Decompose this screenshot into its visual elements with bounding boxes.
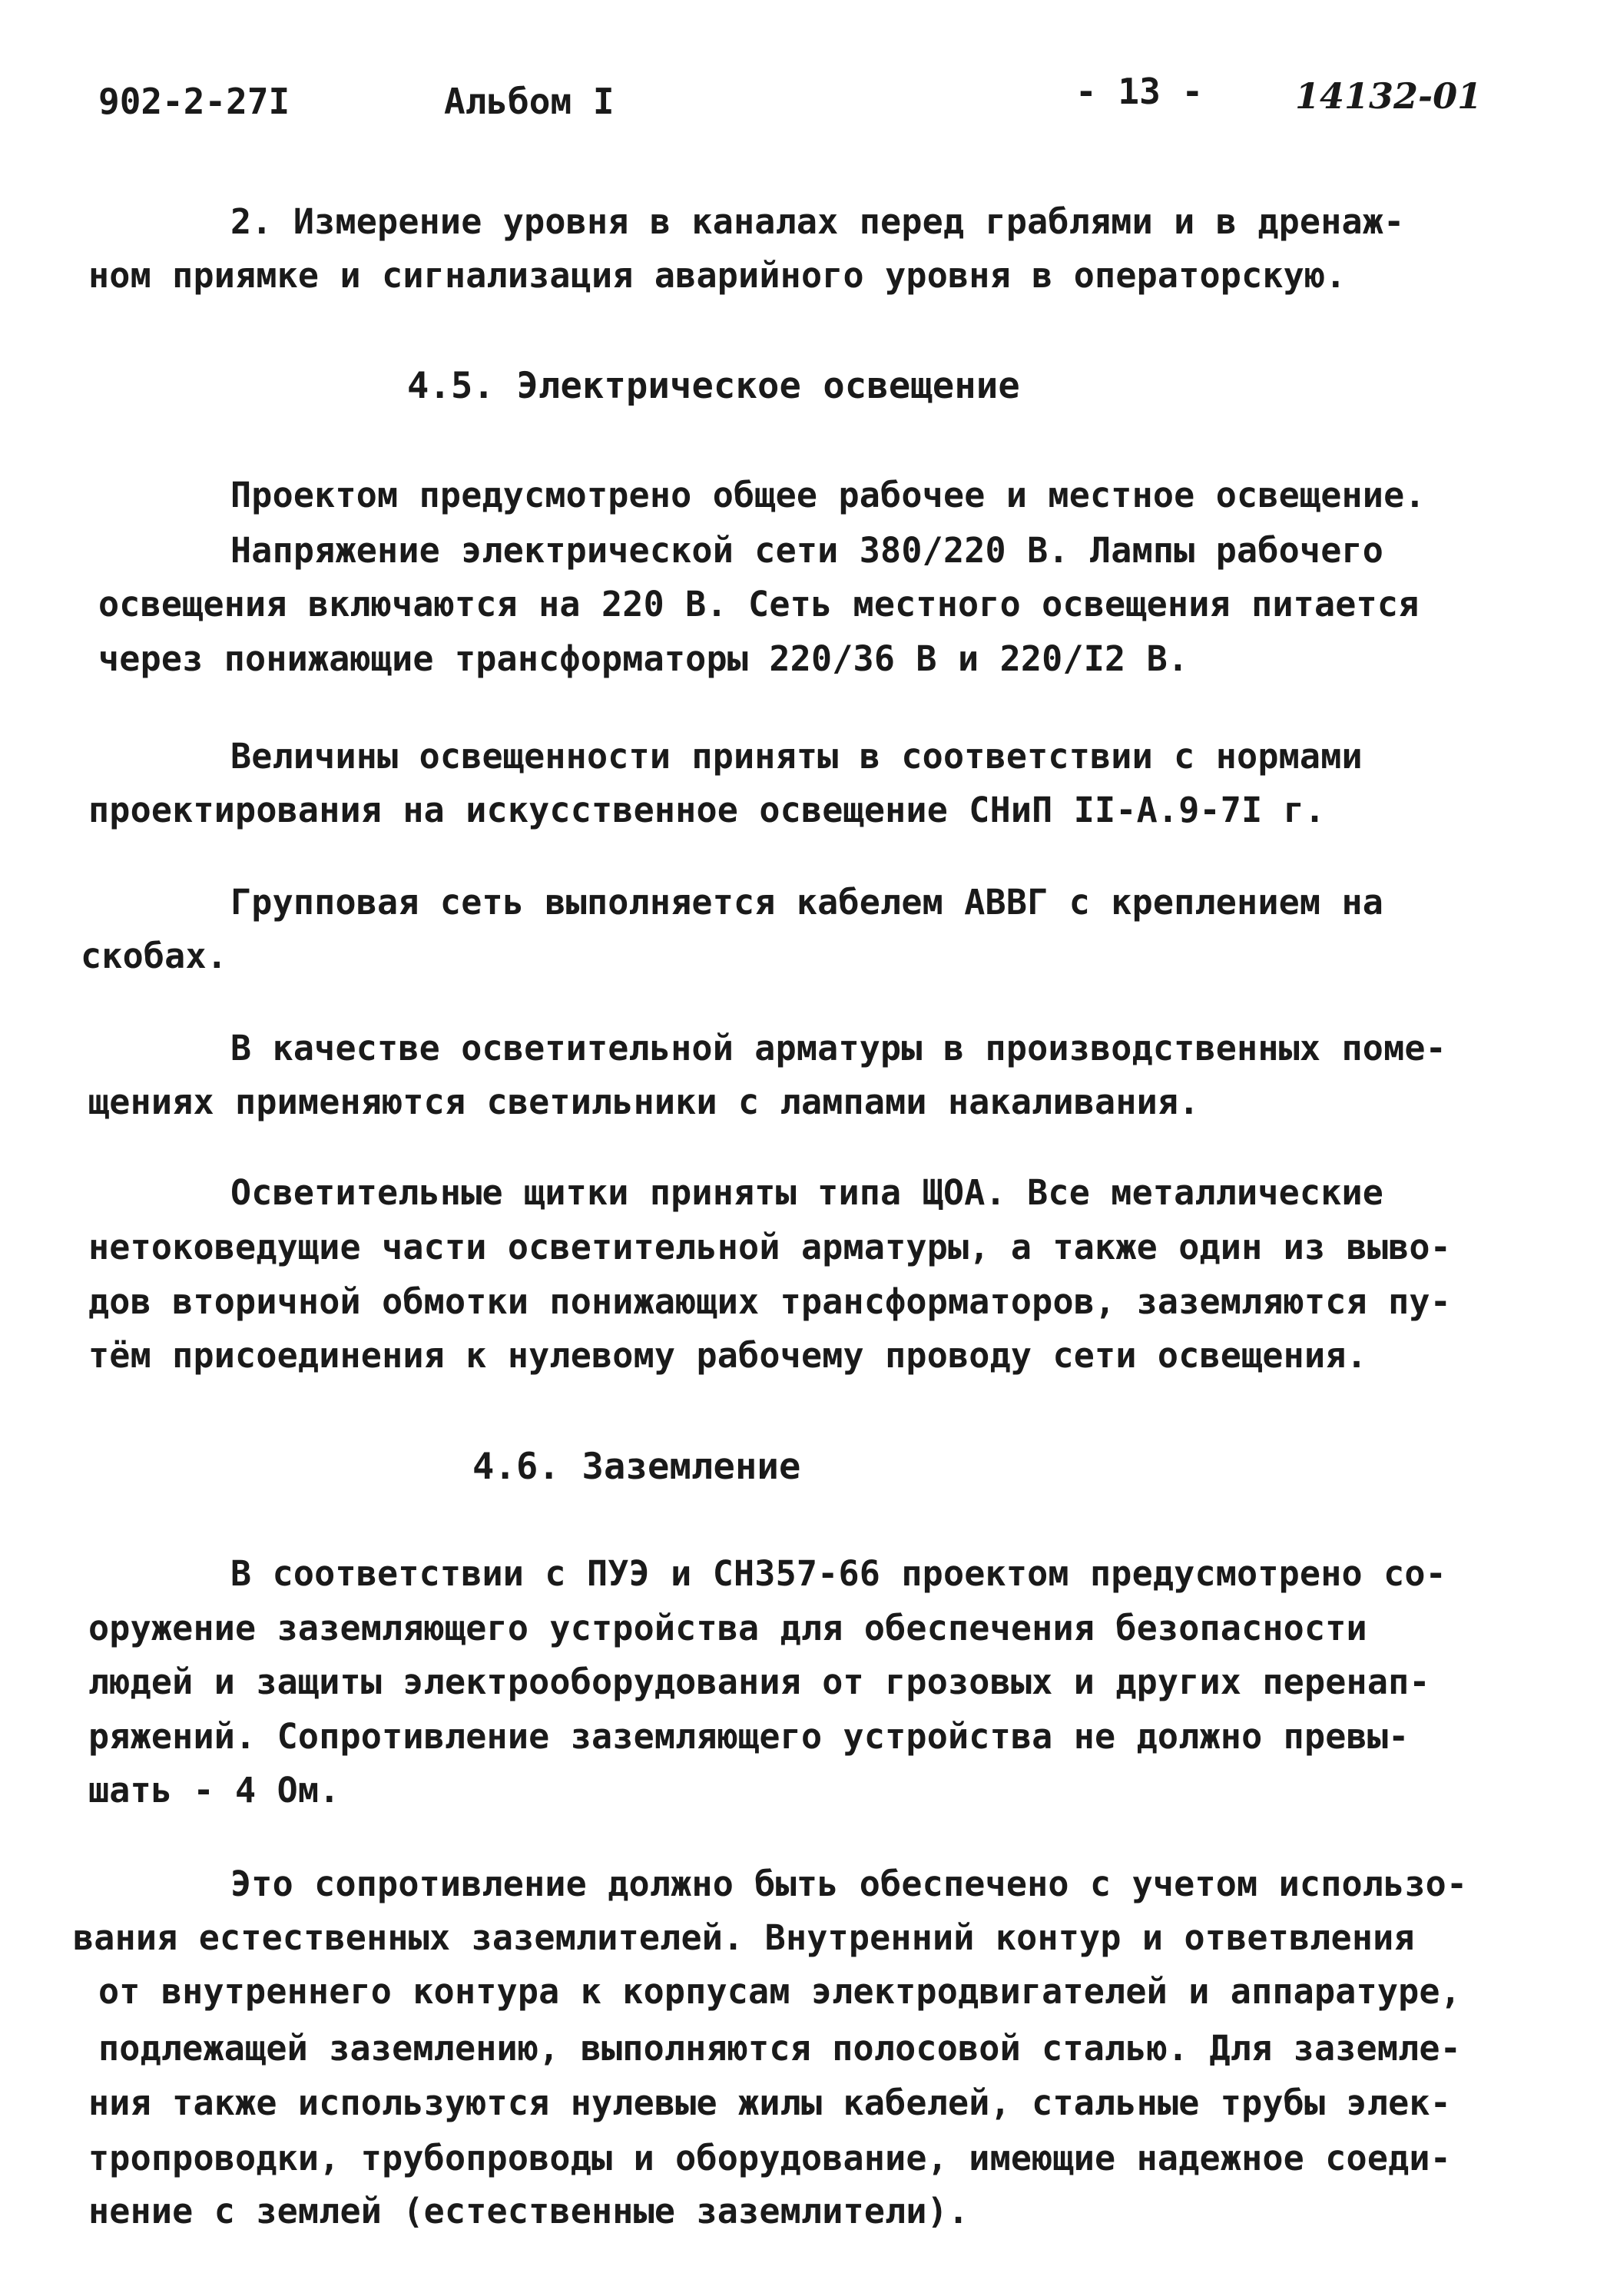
para-resistance-line-5: ния также используются нулевые жилы кабелей, стальные трубы элек- [88, 2082, 1451, 2123]
para-grounding-line-3: людей и защиты электрооборудования от грозовых и других перенап- [88, 1662, 1430, 1702]
para-panels-line-4: тём присоединения к нулевому рабочему проводу сети освещения. [88, 1335, 1367, 1376]
para-fixtures-line-2: щениях применяются светильники с лампами накаливания. [88, 1082, 1200, 1122]
para-norms-line-1: Величины освещенности приняты в соответствии с нормами [230, 736, 1363, 777]
para-fixtures-line-1: В качестве осветительной арматуры в производственных поме- [230, 1028, 1446, 1068]
para-grounding-line-5: шать - 4 Ом. [88, 1770, 340, 1811]
para-lighting-line-3: освещения включаются на 220 В. Сеть местного освещения питается [98, 584, 1420, 625]
para-panels-line-3: дов вторичной обмотки понижающих трансформаторов, заземляются пу- [88, 1281, 1451, 1322]
para-resistance-line-2: вания естественных заземлителей. Внутренний контур и ответвления [73, 1917, 1415, 1958]
para-resistance-line-4: подлежащей заземлению, выполняются полосовой сталью. Для заземле- [98, 2028, 1461, 2069]
para-network-line-2: скобах. [81, 936, 228, 976]
para-panels-line-1: Осветительные щитки приняты типа ЩОА. Все металлические [230, 1172, 1384, 1213]
para-lighting-line-4: через понижающие трансформаторы 220/36 В и 220/I2 В. [98, 638, 1189, 679]
para-resistance-line-7: нение с землей (естественные заземлители). [88, 2191, 969, 2231]
para-2-line-2: ном приямке и сигнализация аварийного уровня в операторскую. [88, 255, 1347, 296]
inventory-number: 14132-01 [1295, 75, 1483, 117]
para-resistance-line-6: тропроводки, трубопроводы и оборудование, имеющие надежное соеди- [88, 2138, 1451, 2178]
para-grounding-line-2: оружение заземляющего устройства для обеспечения безопасности [88, 1608, 1367, 1648]
para-2-line-1: 2. Измерение уровня в каналах перед граблями и в дренаж- [230, 201, 1405, 242]
para-resistance-line-3: от внутреннего контура к корпусам электродвигателей и аппаратуре, [98, 1971, 1461, 2012]
doc-code: 902-2-27I [98, 81, 290, 122]
section-4-5-title: 4.5. Электрическое освещение [407, 365, 1020, 407]
para-lighting-line-2: Напряжение электрической сети 380/220 В. Лампы рабочего [230, 530, 1384, 571]
section-4-6-title: 4.6. Заземление [472, 1446, 801, 1488]
para-norms-line-2: проектирования на искусственное освещение СНиП II-А.9-7I г. [88, 790, 1326, 830]
album-label: Альбом I [444, 81, 615, 122]
para-grounding-line-4: ряжений. Сопротивление заземляющего устройства не должно превы- [88, 1716, 1410, 1757]
para-resistance-line-1: Это сопротивление должно быть обеспечено с учетом использо- [230, 1864, 1468, 1904]
page-number: - 13 - [1075, 71, 1204, 112]
para-panels-line-2: нетоковедущие части осветительной арматуры, а также один из выво- [88, 1227, 1451, 1267]
para-lighting-line-1: Проектом предусмотрено общее рабочее и местное освещение. [230, 475, 1426, 515]
para-network-line-1: Групповая сеть выполняется кабелем АВВГ с креплением на [230, 882, 1384, 923]
para-grounding-line-1: В соответствии с ПУЭ и СН357-66 проектом предусмотрено со- [230, 1553, 1446, 1594]
